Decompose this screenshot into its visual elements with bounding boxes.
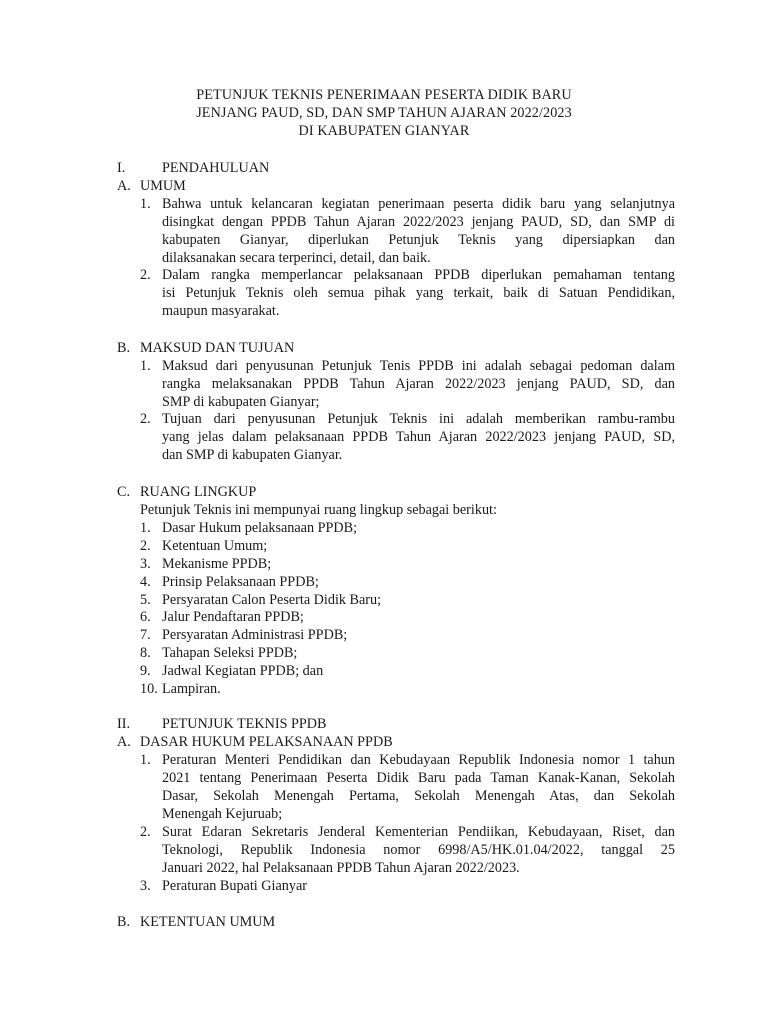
subsection-2b-heading: KETENTUAN UMUM [140, 914, 276, 930]
list-item-text: Maksud dari penyusunan Petunjuk Tenis PPDB ini adalah sebagai pedoman dalam rangka melaksanakan PPDB Tahun Ajaran 2022/2023 jenjang PAUD, SD, dan SMP di kabupaten Gianyar; [162, 358, 675, 410]
list-item-text: Tujuan dari penyusunan Petunjuk Teknis ini adalah memberikan rambu-rambu yang jelas dalam pelaksanaan PPDB Tahun Ajaran 2022/2023 jenjang PAUD, SD, dan SMP di kabupaten Gianyar. [162, 411, 675, 463]
list-item: Lampiran. [162, 681, 221, 697]
list-item: Jalur Pendaftaran PPDB; [162, 609, 304, 625]
list-item: Peraturan Bupati Gianyar [162, 878, 307, 894]
list-item-text: Dalam rangka memperlancar pelaksanaan PPDB diperlukan pemahaman tentang isi Petunjuk Teknis oleh semua pihak yang terkait, baik di Satuan Pendidikan, maupun masyarakat. [162, 267, 675, 319]
list-number: 9. [140, 663, 151, 679]
list-item: Jadwal Kegiatan PPDB; dan [162, 663, 324, 679]
list-number: 1. [140, 520, 151, 536]
list-number: 7. [140, 627, 151, 643]
list-item-text: Bahwa untuk kelancaran kegiatan penerimaan peserta didik baru yang selanjutnya disingkat dengan PPDB Tahun Ajaran 2022/2023 jenjang PAUD, SD, dan SMP di kabupaten Gianyar, diperlukan Petunjuk Teknis yang dipersiapkan dan dilaksanakan secara terperinci, detail, dan baik. [162, 196, 675, 266]
list-number: 2. [140, 824, 151, 840]
list-number: 2. [140, 411, 151, 427]
list-item: Persyaratan Calon Peserta Didik Baru; [162, 592, 382, 608]
list-item: Prinsip Pelaksanaan PPDB; [162, 574, 319, 590]
list-number: 2. [140, 538, 151, 554]
list-item-text: Surat Edaran Sekretaris Jenderal Kementerian Pendiikan, Kebudayaan, Riset, dan Teknologi, Republik Indonesia nomor 6998/A5/HK.01.04/2022, tanggal 25 Januari 2022, hal Pelaksanaan PPDB Tahun Ajaran 2022/2023. [162, 824, 675, 876]
subsection-2a-heading: DASAR HUKUM PELAKSANAAN PPDB [140, 734, 393, 750]
list-number: 4. [140, 574, 151, 590]
list-item: Dasar Hukum pelaksanaan PPDB; [162, 520, 358, 536]
title-line-1: PETUNJUK TEKNIS PENERIMAAN PESERTA DIDIK BARU [196, 87, 572, 103]
subsection-1b-letter: B. [117, 340, 131, 356]
subsection-1b-heading: MAKSUD DAN TUJUAN [140, 340, 295, 356]
list-number: 1. [140, 196, 151, 212]
list-number: 2. [140, 267, 151, 283]
subsection-1c-letter: C. [117, 484, 131, 500]
section-1-heading: PENDAHULUAN [162, 160, 270, 176]
list-number: 6. [140, 609, 151, 625]
list-number: 8. [140, 645, 151, 661]
title-line-2: JENJANG PAUD, SD, DAN SMP TAHUN AJARAN 2022/2023 [196, 105, 572, 121]
list-item: Tahapan Seleksi PPDB; [162, 645, 298, 661]
list-number: 3. [140, 556, 151, 572]
document-title [0, 86, 768, 140]
list-number: 10. [140, 681, 158, 697]
list-item: Mekanisme PPDB; [162, 556, 272, 572]
list-item: Ketentuan Umum; [162, 538, 268, 554]
list-number: 3. [140, 878, 151, 894]
section-2-number: II. [117, 716, 130, 732]
list-number: 1. [140, 752, 151, 768]
list-number: 5. [140, 592, 151, 608]
list-number: 1. [140, 358, 151, 374]
list-item: Persyaratan Administrasi PPDB; [162, 627, 348, 643]
subsection-2a-letter: A. [117, 734, 131, 750]
subsection-2b-letter: B. [117, 914, 131, 930]
list-item-text: Peraturan Menteri Pendidikan dan Kebudayaan Republik Indonesia nomor 1 tahun 2021 tentang Penerimaan Peserta Didik Baru pada Taman Kanak-Kanan, Sekolah Dasar, Sekolah Menengah Pertama, Sekolah Menengah Atas, dan Sekolah Menengah Kejuruab; [162, 752, 675, 822]
title-line-3: DI KABUPATEN GIANYAR [298, 123, 470, 139]
subsection-1c-heading: RUANG LINGKUP [140, 484, 257, 500]
section-2-heading: PETUNJUK TEKNIS PPDB [162, 716, 327, 732]
section-1-number: I. [117, 160, 126, 176]
subsection-1a-heading: UMUM [140, 178, 186, 194]
subsection-1a-letter: A. [117, 178, 131, 194]
subsection-1c-intro: Petunjuk Teknis ini mempunyai ruang lingkup sebagai berikut: [140, 502, 497, 518]
